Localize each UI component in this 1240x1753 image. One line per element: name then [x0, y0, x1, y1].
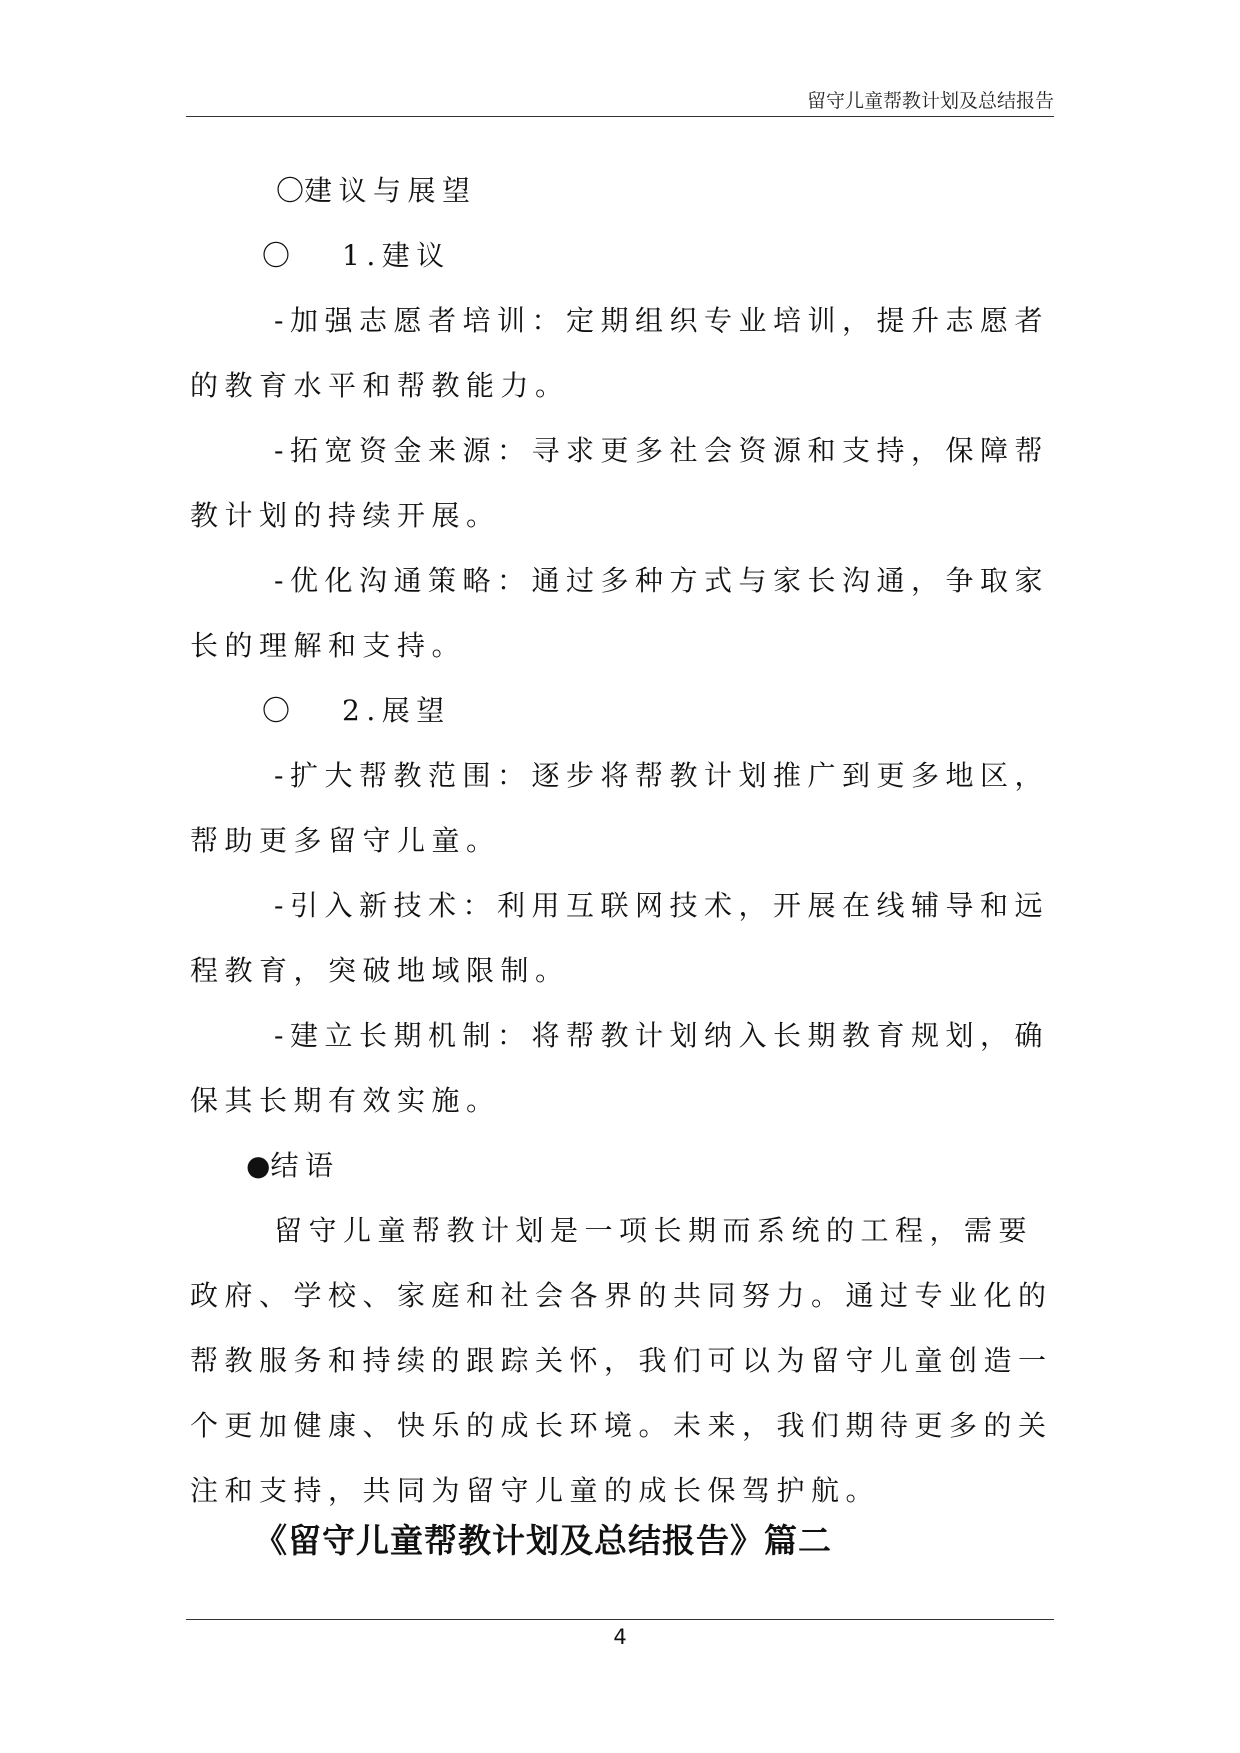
- circle-bullet-icon: 〇: [262, 239, 291, 272]
- subsection-title: 2.展望: [342, 694, 451, 727]
- page-body: [190, 158, 1060, 1523]
- conclusion-title: 结语: [270, 1149, 340, 1182]
- suggestion-item: -拓宽资金来源：寻求更多社会资源和支持，保障帮教计划的持续开展。: [190, 434, 1049, 532]
- subsection-heading-suggestions: [190, 223, 1060, 288]
- page-number: 4: [613, 1625, 627, 1649]
- section-heading: [190, 158, 1060, 223]
- suggestion-item: -加强志愿者培训：定期组织专业培训，提升志愿者的教育水平和帮教能力。: [190, 304, 1049, 402]
- section-title: 建议与展望: [304, 174, 477, 207]
- outlook-item: -引入新技术：利用互联网技术，开展在线辅导和远程教育，突破地域限制。: [190, 889, 1049, 987]
- circle-bullet-icon: 〇: [262, 694, 291, 727]
- filled-circle-bullet-icon: ●: [246, 1149, 271, 1182]
- header-divider: [186, 116, 1054, 117]
- article-title: 《留守儿童帮教计划及总结报告》篇二: [254, 1521, 832, 1560]
- footer-divider: [186, 1619, 1054, 1620]
- subsection-heading-outlook: [190, 678, 1060, 743]
- running-header: 留守儿童帮教计划及总结报告: [806, 90, 1054, 112]
- conclusion-paragraph: 留守儿童帮教计划是一项长期而系统的工程，需要政府、学校、家庭和社会各界的共同努力。通过专业化的帮教服务和持续的跟踪关怀，我们可以为留守儿童创造一个更加健康、快乐的成长环境。未来，我们期待更多的关注和支持，共同为留守儿童的成长保驾护航。: [190, 1214, 1053, 1507]
- subsection-title: 1.建议: [342, 239, 451, 272]
- outlook-item: -建立长期机制：将帮教计划纳入长期教育规划，确保其长期有效实施。: [190, 1019, 1049, 1117]
- circle-bullet-icon: 〇: [276, 174, 305, 207]
- outlook-item: -扩大帮教范围：逐步将帮教计划推广到更多地区，帮助更多留守儿童。: [190, 759, 1049, 857]
- conclusion-heading: [190, 1133, 1060, 1198]
- suggestion-item: -优化沟通策略：通过多种方式与家长沟通，争取家长的理解和支持。: [190, 564, 1049, 662]
